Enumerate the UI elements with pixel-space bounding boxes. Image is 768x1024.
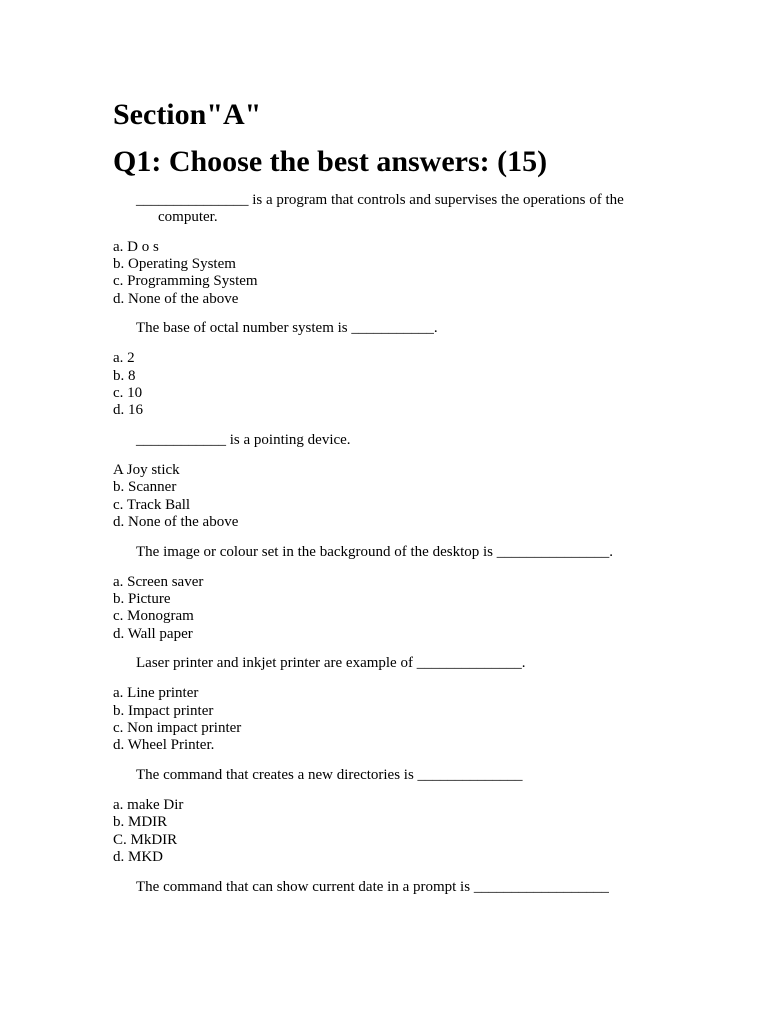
answer-option: b. MDIR <box>113 814 168 831</box>
answer-options <box>113 239 658 308</box>
question-text: Laser printer and inkjet printer are example of ______________. <box>136 655 526 672</box>
question-text: The image or colour set in the background of the desktop is _______________. <box>136 543 613 560</box>
answer-option: b. Scanner <box>113 479 177 496</box>
answer-option: d. 16 <box>113 402 143 419</box>
question-text: ____________ is a pointing device. <box>136 432 351 449</box>
question-text: The command that creates a new directories is ______________ <box>136 767 523 784</box>
question-block <box>113 879 658 896</box>
answer-option: b. Picture <box>113 591 171 607</box>
question-block <box>113 432 658 531</box>
answer-option: d. MKD <box>113 848 164 865</box>
answer-option: b. Impact printer <box>113 702 214 719</box>
question-group-title: Q1: Choose the best answers: (15) <box>113 144 548 178</box>
answer-options <box>113 685 658 754</box>
question-block <box>113 655 658 754</box>
answer-option: c. Programming System <box>113 273 258 290</box>
question-block <box>113 767 658 866</box>
answer-option: c. 10 <box>113 384 143 401</box>
answer-options <box>113 574 658 643</box>
question-text: _______________ is a program that controls and supervises the operations of the computer. <box>136 191 624 225</box>
question-text: The command that can show current date in a prompt is __________________ <box>136 878 609 895</box>
answer-option: c. Non impact printer <box>113 719 242 736</box>
answer-options <box>113 797 658 866</box>
answer-option: d. None of the above <box>113 290 239 307</box>
answer-option: d. Wheel Printer. <box>113 737 215 754</box>
answer-option: b. Operating System <box>113 255 236 272</box>
answer-option: A Joy stick <box>113 462 180 479</box>
answer-option: d. Wall paper <box>113 625 193 642</box>
answer-option: c. Monogram <box>113 608 194 625</box>
answer-option: c. Track Ball <box>113 496 191 513</box>
answer-options <box>113 350 658 419</box>
answer-option: a. Screen saver <box>113 573 204 590</box>
answer-option: b. 8 <box>113 367 136 384</box>
answer-option: a. Line printer <box>113 685 199 702</box>
question-block <box>113 320 658 419</box>
answer-options <box>113 462 658 531</box>
question-block <box>113 192 658 308</box>
document-page <box>113 98 658 909</box>
answer-option: a. make Dir <box>113 797 184 814</box>
answer-option: a. 2 <box>113 350 135 367</box>
answer-option: a. D o s <box>113 238 159 255</box>
answer-option: C. MkDIR <box>113 831 178 848</box>
answer-option: d. None of the above <box>113 513 239 530</box>
question-text: The base of octal number system is ___________. <box>136 320 438 337</box>
section-title: Section"A" <box>113 97 262 131</box>
question-block <box>113 544 658 643</box>
